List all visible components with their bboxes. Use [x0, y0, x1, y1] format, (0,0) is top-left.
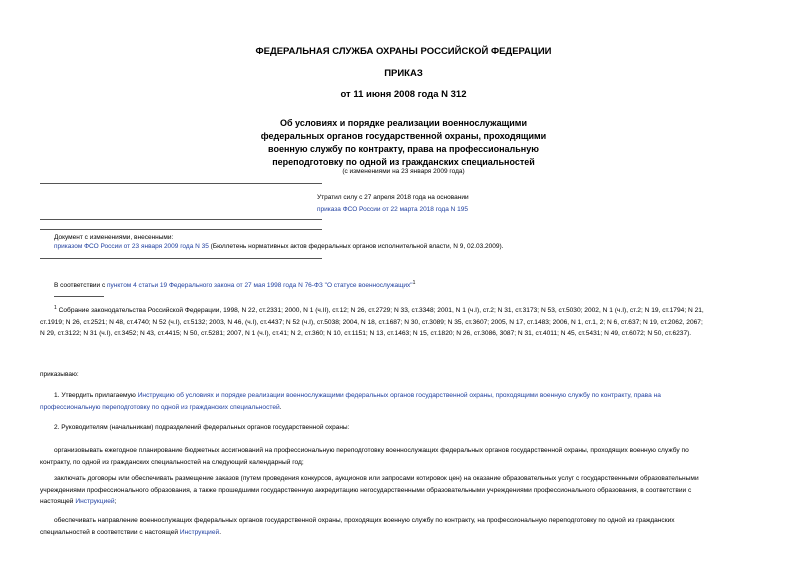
- instruction-link[interactable]: Инструкцией: [179, 528, 220, 536]
- footnote-ref[interactable]: 1: [412, 280, 416, 286]
- divider: [40, 258, 322, 259]
- item-1-prefix: 1. Утвердить прилагаемую: [54, 392, 138, 399]
- bullet-2-line: заключать договоры или обеспечивать размещение заказов (путем проведения конкурсов, аукционов или запросами котировок цен) на оказание образовательных услуг с государственными образовательными: [54, 475, 699, 482]
- agency-title: ФЕДЕРАЛЬНАЯ СЛУЖБА ОХРАНЫ РОССИЙСКОЙ ФЕДЕРАЦИИ: [255, 46, 552, 57]
- bullet-1: [40, 445, 767, 468]
- preamble: [54, 280, 415, 289]
- doc-date-number: от 11 июня 2008 года N 312: [340, 89, 467, 100]
- subject-heading: [0, 117, 807, 169]
- footnote-mark: 1: [54, 305, 57, 311]
- instruction-link[interactable]: Инструкцию об условиях и порядке реализации военнослужащими федеральных органов государственной охраны, проходящими военную службу по контракту, права на: [137, 392, 661, 399]
- footnote-line: [40, 303, 767, 317]
- bullet-2: [40, 473, 767, 508]
- changes-source: (Бюллетень нормативных актов федеральных органов исполнительной власти, N 9, 02.03.2009).: [208, 243, 504, 250]
- changes-line: [54, 243, 503, 250]
- repeal-status: Утратил силу с 27 апреля 2018 года на основании: [317, 194, 469, 201]
- bullet-3: [40, 515, 767, 538]
- bullet-3-line: обеспечивать направление военнослужащих федеральных органов государственной охраны, проходящих военную службу по контракту, на профессиональную переподготовку по одной из гражданских: [54, 517, 675, 524]
- item-1-line: [40, 390, 767, 402]
- item-1-suffix: .: [279, 403, 282, 411]
- bullet-2-prefix: настоящей: [40, 498, 76, 505]
- instruction-link[interactable]: Инструкцией: [75, 498, 115, 505]
- subject-line: военную службу по контракту, права на профессиональную: [268, 144, 539, 154]
- bullet-2-line: [40, 496, 767, 508]
- subject-line: Об условиях и порядке реализации военнослужащими: [279, 118, 527, 128]
- footnote: [40, 303, 767, 340]
- subject-line: переподготовку по одной из гражданских специальностей: [272, 157, 535, 167]
- divider: [40, 219, 322, 220]
- subject-line: федеральных органов государственной охраны, проходящими: [260, 131, 547, 141]
- federal-law-link[interactable]: пунктом 4 статьи 19 Федерального закона от 27 мая 1998 года N 76-ФЗ "О статусе военнослужащих": [107, 282, 413, 290]
- bullet-2-suffix: ;: [114, 498, 117, 505]
- bullet-3-prefix: специальностей в соответствии с настоящей: [40, 528, 180, 536]
- bullet-1-line: организовывать ежегодное планирование бюджетных ассигнований на профессиональную переподготовку военнослужащих федеральных органов государственной охраны, проходящих военную службу по: [54, 447, 689, 454]
- order-word: приказываю:: [40, 371, 79, 378]
- footnote-divider: [54, 296, 104, 297]
- divider: [40, 229, 322, 230]
- amendments-note: (с изменениями на 23 января 2009 года): [342, 168, 465, 175]
- bullet-3-line: [40, 527, 767, 539]
- bullet-2-line: учреждениями профессионального образования, а также прошедшими государственную аккредитацию негосударственными образовательными учреждениями профессионального образования, в соответствии с: [40, 486, 692, 494]
- changes-label: Документ с изменениями, внесенными:: [54, 234, 174, 241]
- bullet-1-line: контракту, по одной из гражданских специальностей на следующий календарный год;: [40, 458, 304, 466]
- footnote-line: N 29, ст.3122; N 31 (ч.I), ст.3452; N 43, ст.4415; N 50, ст.5281; 2007, N 1 (ч.I), ст.41; N 2, ст.360; N 10, ст.1151; N 13, ст.1463; N 15, ст.1820; N 26, ст.3086, 3087; N 31, ст.4011; N 45, ст.5431; N 49, ст.6072; N 50, ст.6237).: [40, 330, 692, 338]
- footnote-line: ст.1919; N 26, ст.2521; N 48, ст.4740; N 52 (ч.I), ст.5132; 2003, N 46, (ч.I), ст.4437; N 52 (ч.I), ст.5038; 2004, N 18, ст.1687; N 30, ст.3089; N 35, ст.3607; 2005, N 17, ст.1483; 2006, N 1, ст.1, 2; N 6, ст.637; N 19, ст.2062, 2067;: [40, 318, 703, 326]
- footnote-text: Собрание законодательства Российской Федерации, 1998, N 22, ст.2331; 2000, N 1 (ч.II), ст.12; N 26, ст.2729; N 33, ст.3348; 2001, N 1 (ч.I), ст.2; N 31, ст.3173; N 53, ст.5030; 2002, N 1 (ч.I), ст.2; N 19, ст.1794; N 21,: [56, 307, 704, 315]
- item-1: [40, 390, 767, 413]
- item-2: 2. Руководителям (начальникам) подразделений федеральных органов государственной охраны:: [54, 424, 350, 431]
- divider: [40, 183, 322, 184]
- instruction-link[interactable]: профессиональную переподготовку по одной из гражданских специальностей: [40, 403, 280, 411]
- item-1-line: [40, 402, 767, 414]
- doc-type: ПРИКАЗ: [384, 68, 423, 79]
- bullet-3-suffix: .: [219, 528, 222, 536]
- repeal-order-link[interactable]: приказа ФСО России от 22 марта 2018 года N 195: [317, 206, 468, 213]
- preamble-prefix: В соответствии с: [54, 282, 108, 290]
- amending-order-link[interactable]: приказом ФСО России от 23 января 2009 года N 35: [54, 243, 209, 250]
